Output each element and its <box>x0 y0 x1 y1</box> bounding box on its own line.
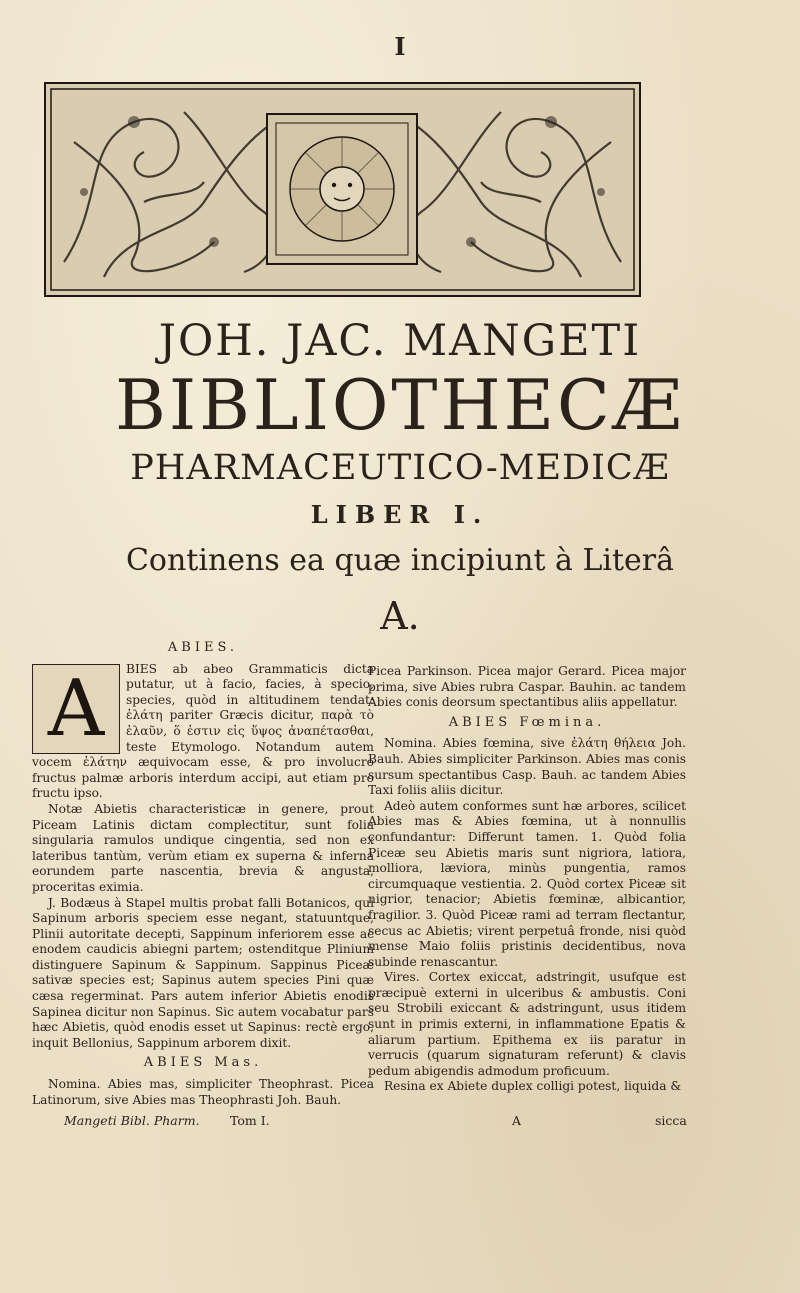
right-column <box>368 664 686 1095</box>
entry-heading-abies-mas: ABIES Mas. <box>143 1055 263 1071</box>
author-heading: JOH. JAC. MANGETI <box>158 316 642 366</box>
ornamental-headpiece <box>44 82 641 297</box>
page-number: I <box>394 32 406 61</box>
initial-letter: A <box>47 663 105 754</box>
entry-heading-abies: ABIES. <box>167 640 239 655</box>
paragraph: Nomina. Abies mas, simpliciter Theophrast. Picea Latinorum, sive Abies mas Theophrasti Joh. Bauh. <box>32 1077 374 1107</box>
catchword: sicca <box>655 1113 687 1128</box>
main-title: BIBLIOTHECÆ <box>115 366 685 446</box>
paragraph: Picea Parkinson. Picea major Gerard. Picea major prima, sive Abies rubra Caspar. Bauhin. ac tandem Abies conis deorsum spectantibus aliis appellatur. <box>368 664 686 710</box>
footer-running-title: Mangeti Bibl. Pharm. <box>64 1113 200 1128</box>
paragraph: BIES ab abeo Grammaticis dicta putatur, ut à facio, facies, à specio, species, quòd in altitudinem tendat: ἐλάτη pariter Græcis dicitur, παρὰ τὸ ἐλαῦν, ὅ ἐστιν εἰς ὕψος ἀναπέτασθαι, teste Etymologo. Notandum autem vocem ἐλάτην æquivocam esse, & pro involucro fructus palmæ arboris interdum accipi, aut etiam pro fructu ipso. <box>32 661 374 801</box>
paragraph: Adeò autem conformes sunt hæ arbores, scilicet Abies mas & Abies fœmina, ut à nonnullis confundantur: Differunt tamen. 1. Quòd folia Piceæ seu Abietis maris sunt nigriora, latiora, molliora, læviora, minùs pungentia, ramos circumquaque vestientia. 2. Quòd cortex Piceæ sit nigrior, tenacior; Abietis fœminæ, albicantior, fragilior. 3. Quòd Piceæ rami ad terram flectantur, secus ac Abietis; virent perpetuâ fronde, nisi quòd mense Maio foliis pristinis decidentibus, nova subinde renascantur. <box>368 798 686 969</box>
paragraph: Nomina. Abies fœmina, sive ἐλάτη θήλεια Joh. Bauh. Abies simpliciter Parkinson. Abies mas conis sursum spectantibus Casp. Bauh. ac tandem Abies Taxi foliis aliis dicitur. <box>368 736 686 798</box>
left-column <box>32 636 374 1108</box>
paragraph: Resina ex Abiete duplex colligi potest, liquida & <box>384 1079 682 1094</box>
book-number: LIBER I. <box>310 500 490 529</box>
entry-heading-abies-foemina: ABIES Fœmina. <box>448 714 606 730</box>
paragraph: J. Bodæus à Stapel multis probat falli Botanicos, qui Sapinum arboris speciem esse negant, statuuntque, Plinii autoritate decepti, Sappinum inferiorem esse ac enodem caudicis abiegni partem; ostenditque Plinium distinguere Sapinum & Sappinum. Sappinus Piceæ sativæ species est; Sapinus autem species Pini quæ cæsa regerminat. Pars autem inferior Abietis enodis Sapinea dicitur non Sapinus. Sic autem vocabatur pars hæc Abietis, quòd enodis esset ut Sapinus: rectè ergo, inquit Bellonius, Sappinum arborem dixit. <box>32 895 374 1050</box>
paragraph: Notæ Abietis characteristicæ in genere, prout Piceam Latinis dictam complectitur, sunt folia singularia ramulos undique cingentia, sed non ex lateribus tantùm, verùm etiam ex superna & inferna eorundem parte nascentia, brevia & angusta, proceritas eximia. <box>32 801 374 894</box>
contents-line: Continens ea quæ incipiunt à Literâ <box>125 543 675 578</box>
decorated-initial <box>32 664 120 754</box>
footer-tome: Tom I. <box>230 1113 270 1128</box>
subtitle: PHARMACEUTICO-MEDICÆ <box>130 448 670 488</box>
paragraph: Vires. Cortex exiccat, adstringit, usufque est præcipuè externi in ulceribus & ambustis. Coni seu Strobili exiccant & adstringunt, usus itidem sunt in primis externi, in inflammatione Epatis & aliarum partium. Epithema ex iis paratur in verrucis (quarum signaturam referunt) & clavis pedum abigendis admodum proficuum. <box>368 970 686 1078</box>
signature-mark: A <box>512 1113 522 1128</box>
letter-heading: A. <box>380 594 420 638</box>
